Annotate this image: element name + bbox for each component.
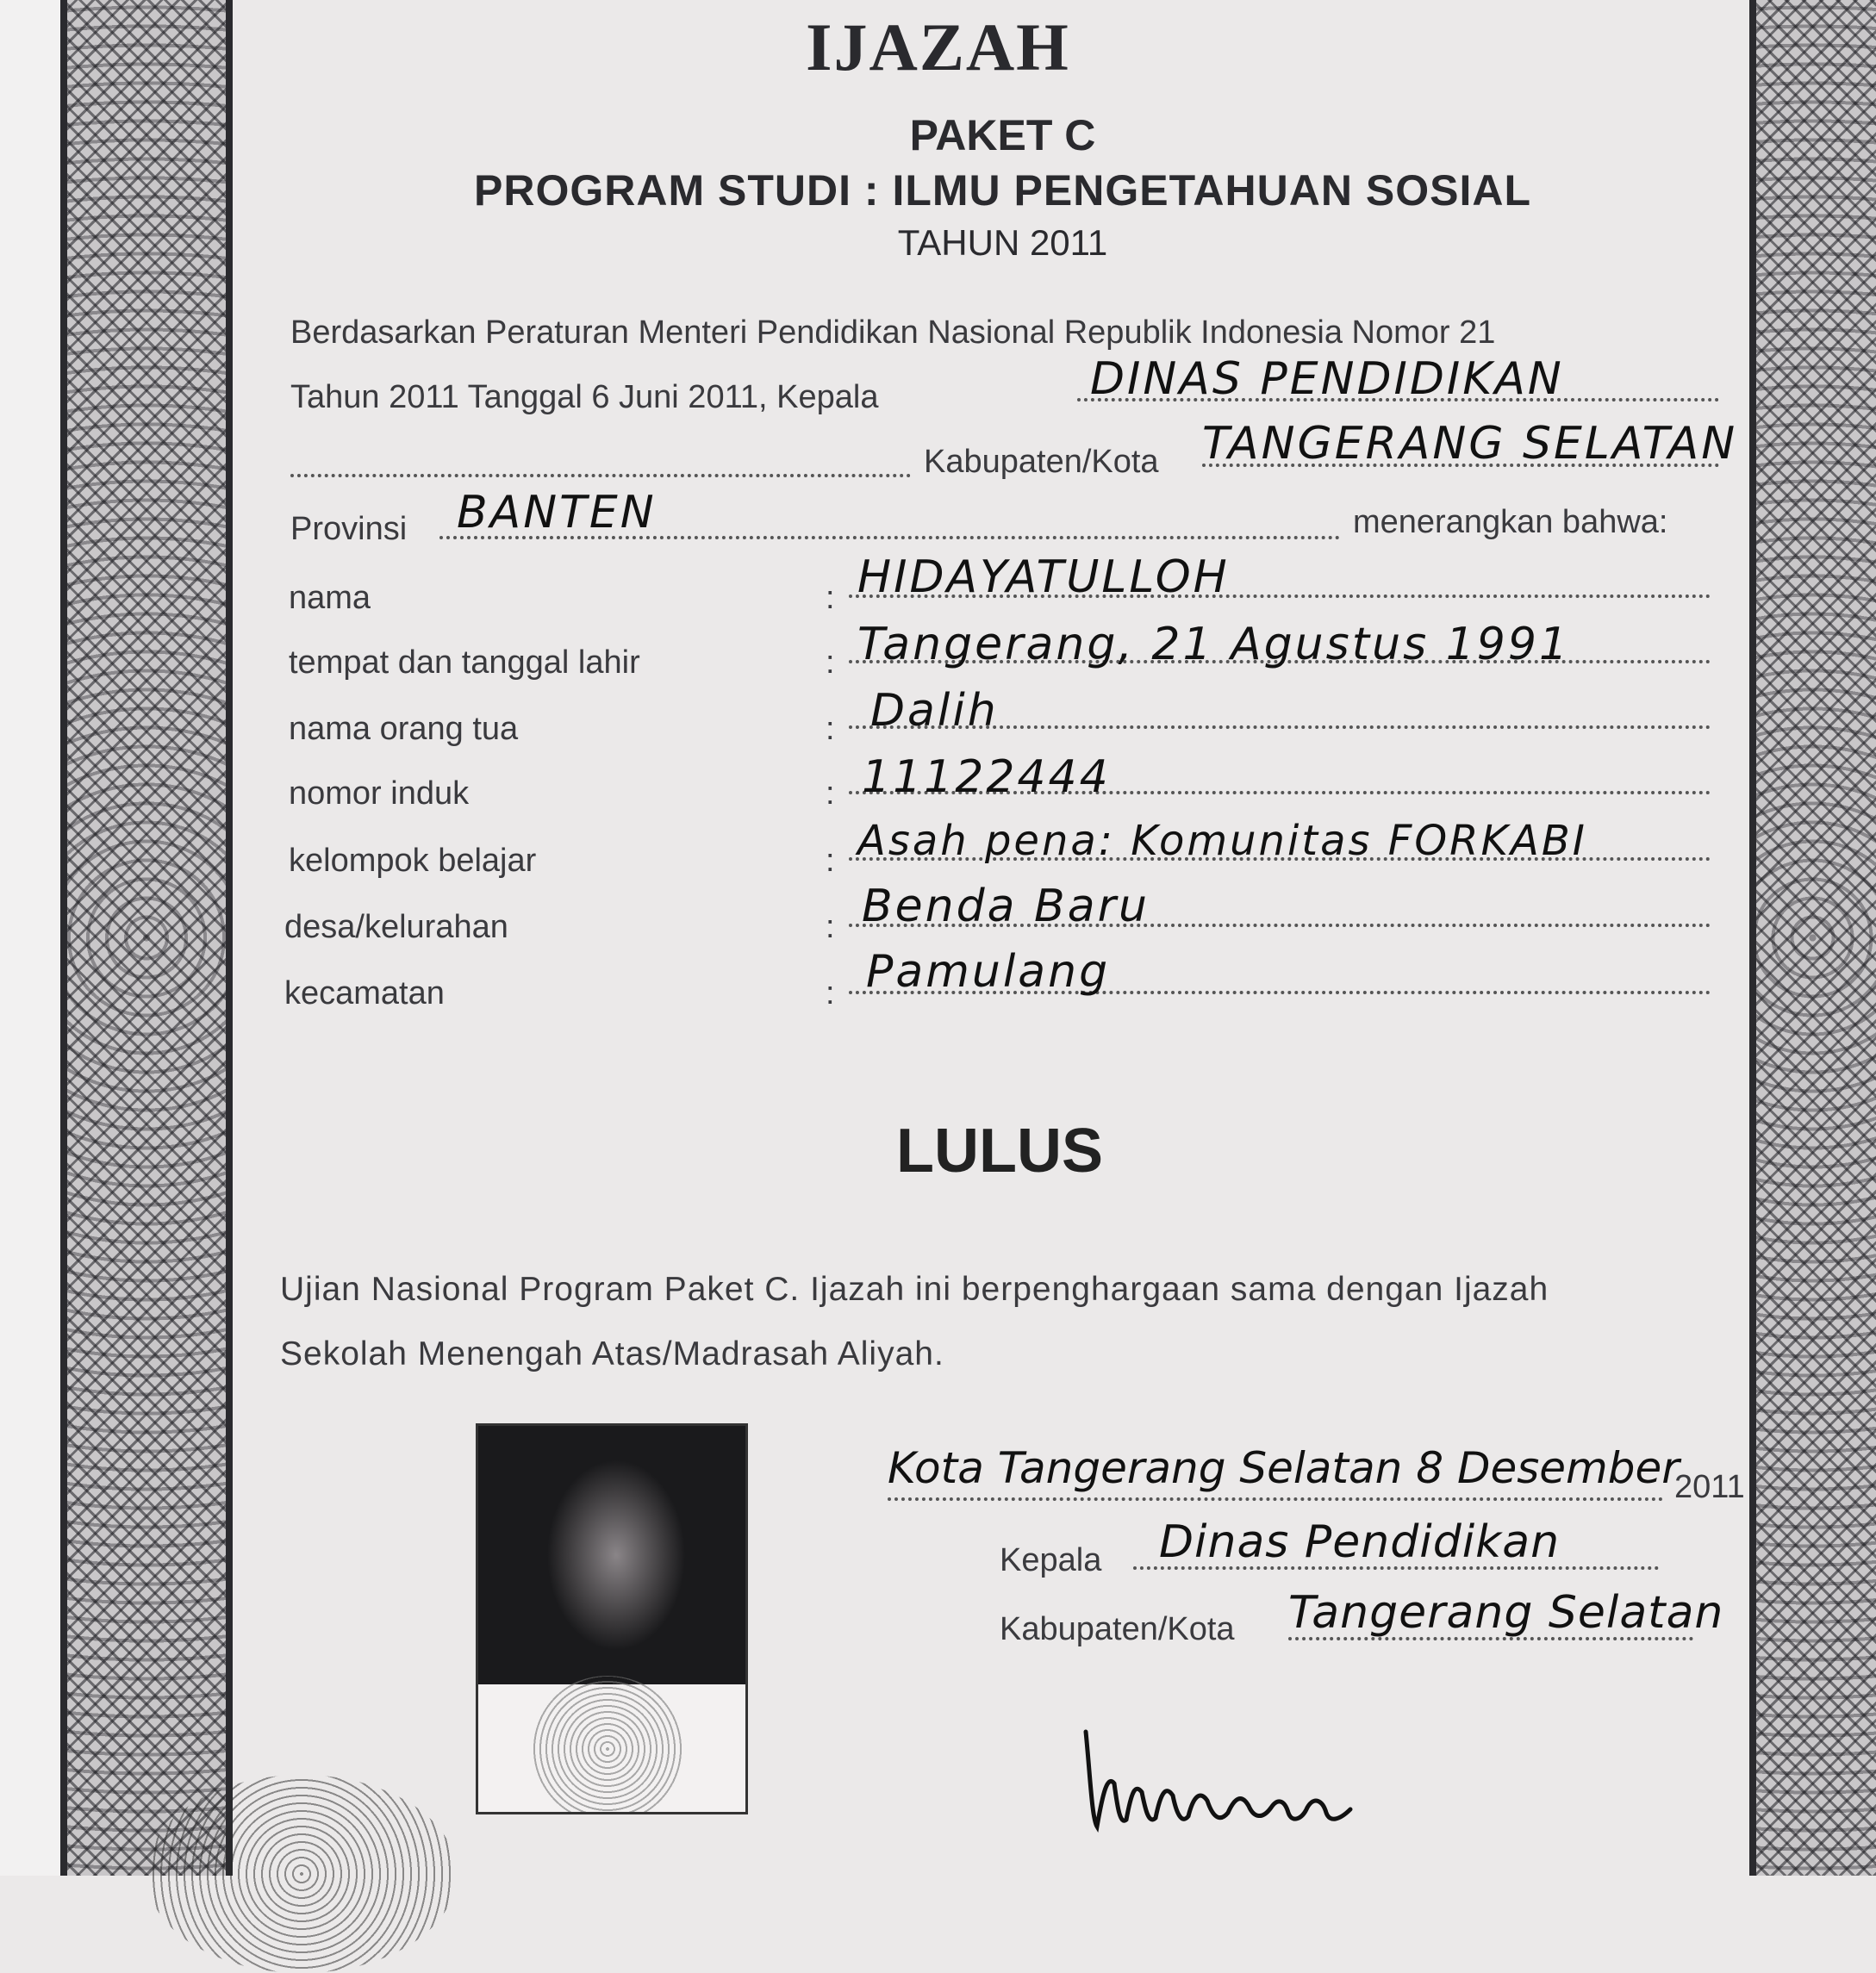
signing-year: 2011 [1674, 1469, 1745, 1505]
field-value-orang-tua: Dalih [870, 685, 999, 737]
place-date-dotted-line [888, 1497, 1663, 1501]
student-photo [476, 1423, 748, 1814]
field-colon: : [826, 843, 835, 879]
field-colon: : [826, 644, 835, 681]
field-value-desa: Benda Baru [862, 881, 1150, 932]
field-label-ttl: tempat dan tanggal lahir [289, 644, 640, 681]
field-label-kecamatan: kecamatan [284, 975, 445, 1011]
field-label-nama: nama [289, 580, 371, 616]
field-value-kelompok-belajar: Asah pena: Komunitas FORKABI [857, 817, 1587, 865]
field-colon: : [826, 775, 835, 812]
field-colon: : [826, 580, 835, 616]
kabupaten-dotted-lead [290, 474, 911, 477]
signing-kabupaten-handwritten: Tangerang Selatan [1288, 1587, 1724, 1639]
result-lulus: LULUS [896, 1117, 1103, 1186]
paket-heading: PAKET C [909, 111, 1096, 159]
fingerprint [530, 1676, 685, 1814]
intro-line-1: Berdasarkan Peraturan Menteri Pendidikan Nasional Republik Indonesia Nomor 21 [290, 314, 1496, 351]
statement-line-2: Sekolah Menengah Atas/Madrasah Aliyah. [280, 1335, 944, 1372]
field-label-desa: desa/kelurahan [284, 909, 508, 945]
kepala-handwritten: DINAS PENDIDIKAN [1090, 353, 1564, 405]
field-value-ttl: Tangerang, 21 Agustus 1991 [857, 619, 1571, 670]
photo-portrait [478, 1426, 745, 1684]
field-value-nomor-induk: 11122444 [862, 751, 1111, 803]
field-label-orang-tua: nama orang tua [289, 711, 519, 747]
document-title: IJAZAH [806, 9, 1070, 84]
provinsi-label: Provinsi [290, 511, 408, 547]
program-heading: PROGRAM STUDI : ILMU PENGETAHUAN SOSIAL [474, 166, 1531, 215]
statement-line-1: Ujian Nasional Program Paket C. Ijazah ini berpenghargaan sama dengan Ijazah [280, 1271, 1549, 1308]
field-value-nama: HIDAYATULLOH [857, 551, 1230, 603]
signing-kepala-handwritten: Dinas Pendidikan [1159, 1516, 1561, 1568]
field-colon: : [826, 975, 835, 1011]
provinsi-handwritten: BANTEN [457, 487, 657, 538]
field-colon: : [826, 711, 835, 747]
intro-line-2: Tahun 2011 Tanggal 6 Juni 2011, Kepala [290, 379, 879, 415]
field-label-nomor-induk: nomor induk [289, 775, 470, 812]
kabupaten-label: Kabupaten/Kota [924, 444, 1159, 480]
menerangkan-text: menerangkan bahwa: [1353, 504, 1668, 540]
field-colon: : [826, 909, 835, 945]
signature [1081, 1723, 1357, 1835]
ornamental-border-right [1749, 0, 1876, 1876]
signing-place-date: Kota Tangerang Selatan 8 Desember [888, 1443, 1680, 1493]
field-value-kecamatan: Pamulang [866, 946, 1111, 998]
ornamental-border-left [60, 0, 233, 1876]
kabupaten-handwritten: TANGERANG SELATAN [1202, 418, 1738, 470]
signing-kabupaten-label: Kabupaten/Kota [1000, 1611, 1235, 1647]
field-label-kelompok-belajar: kelompok belajar [289, 843, 537, 879]
year-heading: TAHUN 2011 [897, 222, 1108, 263]
page-edge [0, 0, 60, 1876]
official-seal [146, 1775, 457, 1973]
signing-kepala-label: Kepala [1000, 1542, 1102, 1578]
